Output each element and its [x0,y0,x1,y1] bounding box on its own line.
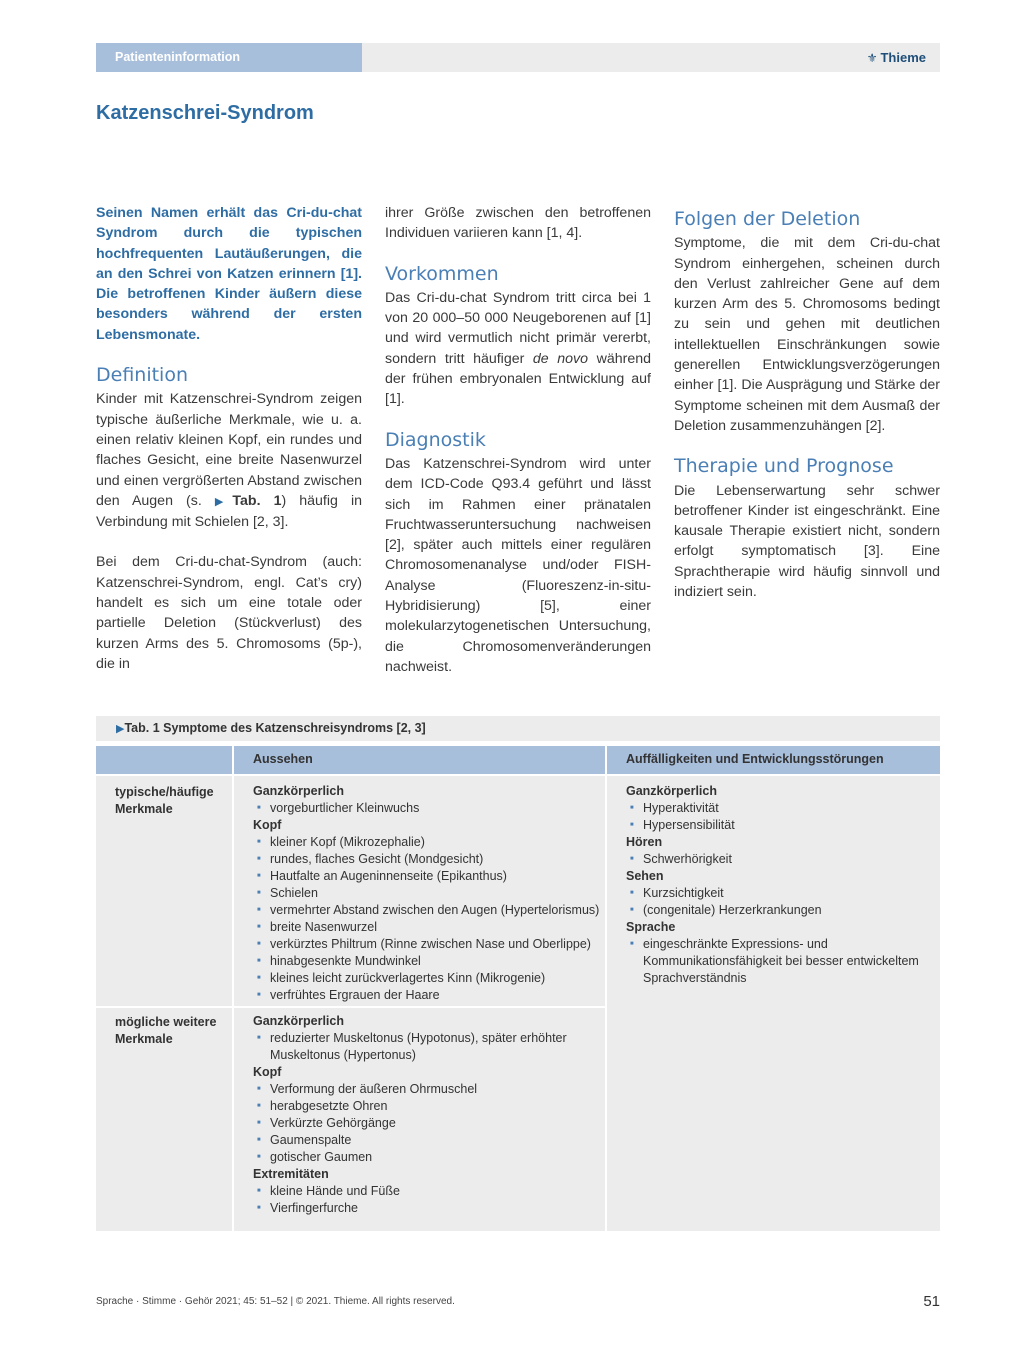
definition-heading: Definition [96,364,189,387]
triangle-arrow-icon: ▶ [214,495,233,508]
table-caption-text: Tab. 1 Symptome des Katzenschreisyndroms [2, 3] [124,721,426,735]
list-sehen [626,885,934,919]
list-item: ■ Vierfingerfurche [253,1200,605,1217]
therapie-paragraph: Die Lebenserwartung sehr schwer betroffener Kinder ist eingeschränkt. Eine kausale Therapie existiert nicht, sondern erfolgt symptomatisch [3]. Eine Sprachtherapie wird häufig sinnvoll und indiziert sein. [674,482,940,601]
category-hoeren: Hören [626,835,663,849]
list-kopf [253,834,605,1004]
category-extremitaeten: Extremitäten [253,1167,329,1181]
list-item: ■ verfrühtes Ergrauen der Haare [253,987,605,1004]
category-ganzkoerperlich: Ganzkörperlich [626,784,717,798]
list-item: ■ Verkürzte Gehörgänge [253,1115,605,1132]
vorkommen-heading: Vorkommen [385,262,499,285]
row-label-possible-text: mögliche weitere Merkmale [115,1015,217,1046]
definition-text-after: ) häufig in Verbindung mit Schielen [2, 3]. [96,492,362,531]
list-item: ■ kleine Hände und Füße [253,1183,605,1200]
list-item: ■ eingeschränkte Expressions- und Kommunikationsfähigkeit bei besser entwickeltem Sprachverständnis [626,936,934,987]
section-label: Patienteninformation [96,43,362,72]
list-item: ■ verkürztes Philtrum (Rinne zwischen Nase und Oberlippe) [253,936,605,953]
footer-citation: Sprache · Stimme · Gehör 2021; 45: 51–52 | © 2021. Thieme. All rights reserved. [96,1296,455,1307]
table-caption [96,716,940,741]
list-kopf [253,1081,605,1166]
row-typical-aussehen [234,776,605,1006]
row-possible-aussehen [234,1008,605,1231]
list-item: ■ Hypersensibilität [626,817,934,834]
list-item: ■ kleiner Kopf (Mikrozephalie) [253,834,605,851]
vorkommen-emphasis: de novo [532,350,589,367]
article-title: Katzenschrei-Syndrom [96,102,314,124]
column-3 [674,203,940,602]
list-item: ■ Schielen [253,885,605,902]
table-header-aussehen: Aussehen [234,746,605,774]
diagnostik-paragraph: Das Katzenschrei-Syndrom wird unter dem ICD-Code Q93.4 geführt und lässt sich im Rahmen einer pränatalen Fruchtwasseruntersuchung nachweisen [2], später auch mittels einer regulären Chromosomenanalyse und/oder FISH-Analyse (Fluoreszenz-in-situ-Hybridisierung) [5], einer molekularzytogenetischen Untersuchung, die Chromosomenveränderungen nachweist. [385,455,651,675]
auffaelligkeiten-cell [607,776,940,1231]
list-item: ■ Gaumenspalte [253,1132,605,1149]
list-item: ■ Kurzsichtigkeit [626,885,934,902]
vorkommen-text: Das Cri-du-chat Syndrom tritt circa bei 1 von 20 000–50 000 Neugeborenen auf [1] und wird vermutlich nicht primär vererbt, sondern tritt häufiger [385,289,651,367]
therapie-heading: Therapie und Prognose [674,455,894,478]
triangle-arrow-icon: ▶ [116,723,125,735]
category-sprache: Sprache [626,920,676,934]
list-item: ■ Hautfalte an Augeninnenseite (Epikanthus) [253,868,605,885]
header-bar [96,43,940,72]
list-item: ■ reduzierter Muskeltonus (Hypotonus), später erhöhter Muskeltonus (Hypertonus) [253,1030,605,1064]
category-ganzkoerperlich: Ganzkörperlich [253,784,344,798]
list-item: ■ kleines leicht zurückverlagertes Kinn (Mikrogenie) [253,970,605,987]
diagnostik-heading: Diagnostik [385,428,486,451]
list-extremitaeten [253,1183,605,1217]
row-label-typical-text: typische/häufige Merkmale [115,785,214,816]
category-kopf: Kopf [253,1065,282,1079]
list-item: ■ hinabgesenkte Mundwinkel [253,953,605,970]
category-ganzkoerperlich: Ganzkörperlich [253,1014,344,1028]
list-ganzkoerperlich [253,800,605,817]
definition-text: Kinder mit Katzenschrei-Syndrom zeigen typische äußerliche Merkmale, wie u. a. einen relativ kleinen Kopf, ein rundes und flaches Gesicht, eine breite Nasenwurzel und einen vergrößerten Abstand zwischen den Augen (s. [96,391,362,509]
row-label-possible [96,1008,232,1231]
table-header-empty [96,746,232,774]
list-item: ■ herabgesetzte Ohren [253,1098,605,1115]
list-item: ■ vermehrter Abstand zwischen den Augen (Hypertelorismus) [253,902,605,919]
list-item: ■ breite Nasenwurzel [253,919,605,936]
list-item: ■ Verformung der äußeren Ohrmuschel [253,1081,605,1098]
brand-logo [867,43,926,72]
list-item: ■ rundes, flaches Gesicht (Mondgesicht) [253,851,605,868]
definition-paragraph-1 [96,389,362,532]
folgen-paragraph: Symptome, die mit dem Cri-du-chat Syndrom einhergehen, scheinen durch den Verlust zahlreicher Gene auf dem kurzen Arm des 5. Chromosoms bedingt zu sein und gehen mit deutlichen intellektuellen Einschränkungen sowie generellen Entwicklungsverzögerungen einher [1]. Die Ausprägung und Stärke der Symptome scheinen mit dem Ausmaß der Deletion zusammenzuhängen [2]. [674,235,940,434]
vorkommen-text-after: während der frühen embryonalen Entwicklung auf [1]. [385,350,651,408]
list-item: ■ Schwerhörigkeit [626,851,934,868]
column-1 [96,203,362,674]
vorkommen-paragraph [385,288,651,410]
list-item: ■ gotischer Gaumen [253,1149,605,1166]
row-label-typical [96,776,232,1006]
list-item: ■ vorgeburtlicher Kleinwuchs [253,800,605,817]
column-2 [385,203,651,677]
list-sprache [626,936,934,987]
brand-name: Thieme [880,50,926,65]
definition-paragraph-2: Bei dem Cri-du-chat-Syndrom (auch: Katzenschrei-Syndrom, engl. Cat’s cry) handelt es sich um eine totale oder partielle Deletion (Stückverlust) des kurzen Arms des 5. Chromosoms (5p-), die in [96,554,362,672]
category-sehen: Sehen [626,869,664,883]
thieme-logo-icon: ⚜ [866,51,878,65]
definition-paragraph-2-continued: ihrer Größe zwischen den betroffenen Individuen variieren kann [1, 4]. [385,205,651,242]
folgen-heading: Folgen der Deletion [674,208,861,230]
page-number: 51 [923,1293,940,1310]
list-ganzkoerperlich [626,800,934,834]
intro-paragraph: Seinen Namen erhält das Cri-du-chat Syndrom durch die typischen hochfrequenten Lautäußerungen, die an den Schrei von Katzen erinnern [1]. Die betroffenen Kinder äußern diese besonders während der ersten Lebensmonate. [96,205,362,343]
table-header-auffaelligkeiten: Auffälligkeiten und Entwicklungsstörungen [607,746,940,774]
list-hoeren [626,851,934,868]
list-item: ■ Hyperaktivität [626,800,934,817]
list-ganzkoerperlich [253,1030,605,1064]
category-kopf: Kopf [253,818,282,832]
list-item: ■ (congenitale) Herzerkrankungen [626,902,934,919]
table-reference-link[interactable]: Tab. 1 [232,492,282,509]
